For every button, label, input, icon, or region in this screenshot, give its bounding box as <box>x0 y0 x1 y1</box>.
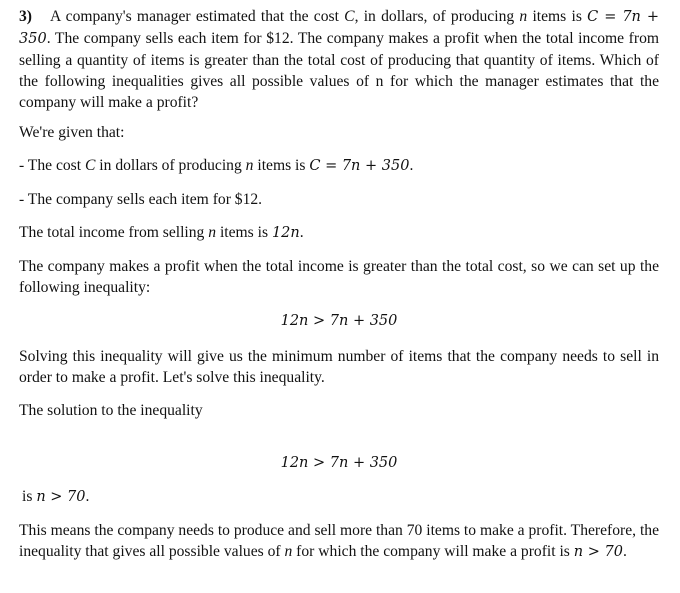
income-end: . <box>299 224 304 241</box>
inequality-1 <box>19 311 659 332</box>
inequality-2-expression: 12n > 7n + 350 <box>280 455 398 471</box>
bullet1-mid: in dollars of producing <box>95 157 246 174</box>
solving-sentence: Solving this inequality will give us the minimum number of items that the company needs to sell in order to make a profit. Let's solve this inequality. <box>19 348 659 386</box>
problem-text-4: . The company sells each item for $12. The company makes a profit when the total income from selling a quantity of items is greater than the total cost of producing that quantity of items. Which of the following inequalities gives all possible values of n for which the manager estimates that the company will make a profit? <box>19 30 659 111</box>
given-intro: We're given that: <box>19 124 125 141</box>
bullet1-mid2: items is <box>253 157 310 174</box>
problem-text-2: , in dollars, of producing <box>354 8 520 25</box>
conclusion-expression: n > 70 <box>573 544 623 560</box>
problem-statement <box>19 6 659 113</box>
solution-intro: The solution to the inequality <box>19 402 203 419</box>
conclusion-variable-n: n <box>284 543 293 560</box>
conclusion-paragraph <box>19 520 659 563</box>
result-expression: n > 70 <box>36 489 86 505</box>
result-sentence <box>19 486 659 508</box>
conclusion-text-1: This means the company needs to produce and sell more than 70 items to make a profit. Therefore, the inequality that gives all possible values of <box>19 522 659 560</box>
variable-c: C <box>344 8 355 25</box>
bullet1-prefix: - The cost <box>19 157 85 174</box>
bullet1-variable-n: n <box>245 157 254 174</box>
result-prefix: is <box>22 488 37 505</box>
income-mid: items is <box>216 224 272 241</box>
inequality-2 <box>19 453 659 474</box>
given-bullet-cost <box>19 155 659 177</box>
inequality-1-expression: 12n > 7n + 350 <box>280 313 398 329</box>
bullet1-end: . <box>409 157 414 174</box>
variable-n: n <box>519 8 528 25</box>
income-prefix: The total income from selling <box>19 224 209 241</box>
income-variable-n: n <box>208 224 217 241</box>
problem-text-3: items is <box>527 8 582 25</box>
document <box>19 6 659 563</box>
bullet1-variable-c: C <box>84 157 96 174</box>
problem-text-1: A company's manager estimated that the cost <box>50 8 345 25</box>
conclusion-text-2: for which the company will make a profit is <box>292 543 574 560</box>
bullet1-equation: C = 7n + 350 <box>309 158 410 174</box>
conclusion-end: . <box>622 543 627 560</box>
profit-sentence: The company makes a profit when the total income is greater than the total cost, so we can set up the following inequality: <box>19 258 659 296</box>
cost-equation: C = 7n + 350 <box>19 9 659 47</box>
result-end: . <box>85 488 90 505</box>
given-bullet-price: - The company sells each item for $12. <box>19 191 263 208</box>
income-expression: 12n <box>271 225 300 241</box>
income-sentence <box>19 222 659 244</box>
question-number: 3) <box>19 8 32 25</box>
